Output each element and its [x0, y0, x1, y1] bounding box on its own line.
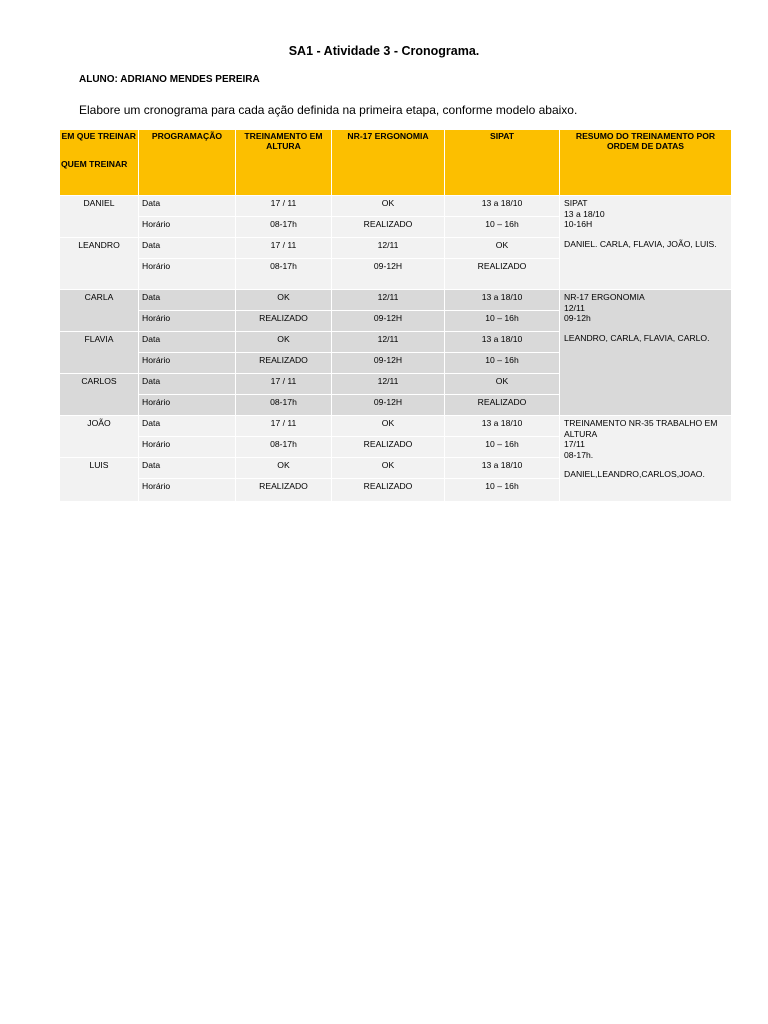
table-row	[60, 290, 732, 311]
cell: REALIZADO	[236, 479, 332, 502]
summary-title: TREINAMENTO NR-35 TRABALHO EM ALTURA	[564, 418, 718, 439]
cell: 13 a 18/10	[445, 416, 560, 437]
cell: OK	[236, 458, 332, 479]
table-row	[60, 196, 732, 217]
row-label: Horário	[139, 395, 236, 416]
cell: REALIZADO	[445, 259, 560, 290]
header-resumo: RESUMO DO TREINAMENTO POR ORDEM DE DATAS	[560, 130, 732, 196]
cell: 12/11	[332, 374, 445, 395]
row-label: Horário	[139, 259, 236, 290]
cell: 10 – 16h	[445, 437, 560, 458]
header-what-to-train: EM QUE TREINAR	[61, 131, 136, 141]
cell: 09-12H	[332, 395, 445, 416]
person-name: JOÃO	[60, 416, 139, 458]
header-treinamento-altura: TREINAMENTO EM ALTURA	[236, 130, 332, 196]
header-who-to-train: QUEM TREINAR	[61, 159, 128, 169]
person-name: DANIEL	[60, 196, 139, 238]
cell: 10 – 16h	[445, 311, 560, 332]
cell: 12/11	[332, 332, 445, 353]
cell: OK	[445, 238, 560, 259]
header-who-what	[60, 130, 139, 196]
row-label: Data	[139, 290, 236, 311]
cell: 12/11	[332, 290, 445, 311]
cell: 09-12H	[332, 311, 445, 332]
row-label: Data	[139, 416, 236, 437]
cell: 08-17h	[236, 217, 332, 238]
person-name: CARLA	[60, 290, 139, 332]
row-label: Horário	[139, 311, 236, 332]
cell: 17 / 11	[236, 238, 332, 259]
cell: 09-12H	[332, 353, 445, 374]
summary-dates: 13 a 18/10	[564, 208, 605, 219]
summary-people: DANIEL. CARLA, FLAVIA, JOÃO, LUIS.	[564, 238, 717, 249]
cell: 10 – 16h	[445, 217, 560, 238]
cell: REALIZADO	[332, 217, 445, 238]
row-label: Data	[139, 238, 236, 259]
cell: 17 / 11	[236, 374, 332, 395]
row-label: Horário	[139, 479, 236, 502]
cell: 13 a 18/10	[445, 332, 560, 353]
cell: OK	[332, 416, 445, 437]
table-row	[60, 416, 732, 437]
summary-dates: 12/11	[564, 302, 585, 313]
row-label: Data	[139, 332, 236, 353]
cell: 10 – 16h	[445, 479, 560, 502]
summary-sipat	[560, 196, 732, 290]
cell: REALIZADO	[445, 395, 560, 416]
cell: 17 / 11	[236, 196, 332, 217]
cell: 13 a 18/10	[445, 196, 560, 217]
header-row	[60, 130, 732, 196]
cell: 08-17h	[236, 395, 332, 416]
cell: 13 a 18/10	[445, 290, 560, 311]
summary-hours: 08-17h.	[564, 449, 594, 460]
header-nr17: NR-17 ERGONOMIA	[332, 130, 445, 196]
row-label: Horário	[139, 437, 236, 458]
summary-hours: 09-12h	[564, 313, 591, 323]
cell: 08-17h	[236, 259, 332, 290]
person-name: LEANDRO	[60, 238, 139, 290]
summary-people: LEANDRO, CARLA, FLAVIA, CARLO.	[564, 332, 710, 343]
cell: REALIZADO	[236, 311, 332, 332]
cell: OK	[445, 374, 560, 395]
cell: OK	[332, 458, 445, 479]
cell: 10 – 16h	[445, 353, 560, 374]
cell: REALIZADO	[236, 353, 332, 374]
person-name: FLAVIA	[60, 332, 139, 374]
row-label: Horário	[139, 353, 236, 374]
cell: OK	[332, 196, 445, 217]
instruction-text: Elabore um cronograma para cada ação definida na primeira etapa, conforme modelo abaixo.	[79, 103, 578, 117]
summary-title: NR-17 ERGONOMIA	[564, 292, 645, 302]
row-label: Data	[139, 458, 236, 479]
cell: REALIZADO	[332, 479, 445, 502]
row-label: Data	[139, 374, 236, 395]
cell: OK	[236, 332, 332, 353]
cell: 09-12H	[332, 259, 445, 290]
person-name: CARLOS	[60, 374, 139, 416]
cell: 08-17h	[236, 437, 332, 458]
summary-people: DANIEL,LEANDRO,CARLOS,JOAO.	[564, 469, 705, 479]
header-programacao: PROGRAMAÇÃO	[139, 130, 236, 196]
schedule-table	[59, 129, 732, 502]
summary-dates: 17/11	[564, 439, 585, 449]
document-title: SA1 - Atividade 3 - Cronograma.	[288, 44, 480, 58]
row-label: Data	[139, 196, 236, 217]
cell: OK	[236, 290, 332, 311]
header-sipat: SIPAT	[445, 130, 560, 196]
summary-title: SIPAT	[564, 198, 588, 208]
person-name: LUIS	[60, 458, 139, 502]
cell: 13 a 18/10	[445, 458, 560, 479]
summary-nr17	[560, 290, 732, 416]
row-label: Horário	[139, 217, 236, 238]
summary-hours: 10-16H	[564, 219, 593, 229]
cell: REALIZADO	[332, 437, 445, 458]
cell: 17 / 11	[236, 416, 332, 437]
cell: 12/11	[332, 238, 445, 259]
summary-altura	[560, 416, 732, 502]
student-name: ALUNO: ADRIANO MENDES PEREIRA	[79, 74, 260, 85]
